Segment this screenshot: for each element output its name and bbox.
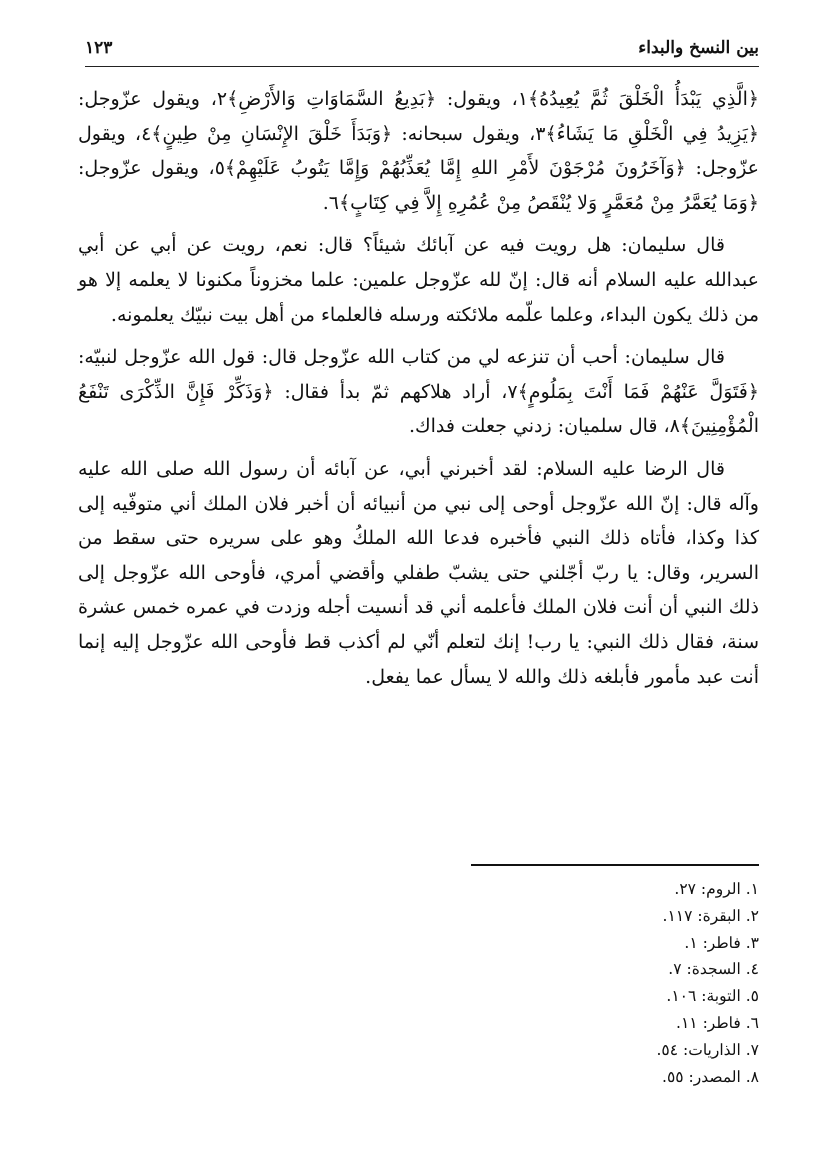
paragraph-sulayman-question: قال سليمان: هل رويت فيه عن آبائك شيئاً؟ قال: نعم، رويت عن أبي عن أبي عبدالله عليه السلام أنه قال: إنّ لله عزّوجل علمين: علما مخزوناً مكنونا لا يعلمه إلا هو من ذلك يكون البداء، وعلما علّمه ملائكته ورسله فالعلماء من أهل بيت نبيّك يعلمونه. xyxy=(78,234,759,326)
paragraph-rida-narration: قال الرضا عليه السلام: لقد أخبرني أبي، عن آبائه أن رسول الله صلى الله عليه وآله قال: إنّ الله عزّوجل أوحى إلى نبي من أنبيائه أن أخبر فلان الملك أني متوفّيه إلى كذا وكذا، فأتاه ذلك النبي فأخبره فدعا الله الملكُ وهو على سريره حتى سقط من السرير، وقال: يا ربّ أجّلني حتى يشبّ طفلي وأقضي أمري، فأوحى الله عزّوجل إلى ذلك النبي أن أنت فلان الملك فأعلمه أني قد أنسيت أجله وزدت في عمره خمس عشرة سنة، فقال ذلك النبي: يا رب! إنك لتعلم أنّي لم أكذب قط فأوحى الله عزّوجل إليه إنما أنت عبد مأمور فأبلغه ذلك والله لا يسأل عما يفعل. xyxy=(78,457,759,688)
footnote-item: ٣. فاطر: ١. xyxy=(684,933,759,952)
paragraph-sulayman-request: قال سليمان: أحب أن تنزعه لي من كتاب الله عزّوجل قال: قول الله عزّوجل لنبيّه: ﴿فَتَوَلَّ عَنْهُمْ فَمَا أَنْتَ بِمَلُومٍ﴾٧، أراد هلاكهم ثمّ بدأ فقال: ﴿وَذَكِّرْ فَإِنَّ الذِّكْرَى تَنْفَعُ الْمُؤْمِنِينَ﴾٨، قال سلميان: زدني جعلت فداك. xyxy=(78,346,759,438)
footnote-divider xyxy=(471,864,759,866)
running-title: بين النسخ والبداء xyxy=(638,38,759,58)
running-header xyxy=(85,30,759,67)
page-number: ١٢٣ xyxy=(85,38,113,58)
footnotes xyxy=(459,876,759,1090)
footnote-item: ٥. التوبة: ١٠٦. xyxy=(666,987,759,1006)
footnote-item: ٢. البقرة: ١١٧. xyxy=(662,906,759,925)
paragraph-quranic-verses: ﴿الَّذِي يَبْدَأُ الْخَلْقَ ثُمَّ يُعِيدُهُ﴾١، ويقول: ﴿بَدِيعُ السَّمَاوَاتِ وَالأَرْضِ﴾٢، ويقول عزّوجل: ﴿يَزِيدُ فِي الْخَلْقِ مَا يَشَاءُ﴾٣، ويقول سبحانه: ﴿وَبَدَأَ خَلْقَ الإِنْسَانِ مِنْ طِينٍ﴾٤، ويقول عزّوجل: ﴿وَآخَرُونَ مُرْجَوْنَ لأَمْرِ اللهِ إِمَّا يُعَذِّبُهُمْ وَإِمَّا يَتُوبُ عَلَيْهِمْ﴾٥، ويقول عزّوجل: ﴿وَمَا يُعَمَّرُ مِنْ مُعَمَّرٍ وَلا يُنْقَصُ مِنْ عُمُرِهِ إِلاَّ فِي كِتَابٍ﴾٦. xyxy=(78,88,760,214)
footnote-item: ٧. الذاريات: ٥٤. xyxy=(656,1040,759,1059)
footnote-item: ٦. فاطر: ١١. xyxy=(676,1013,759,1032)
footnote-item: ١. الروم: ٢٧. xyxy=(674,880,759,898)
footnote-item: ٨. المصدر: ٥٥. xyxy=(662,1067,759,1086)
footnote-item: ٤. السجدة: ٧. xyxy=(668,960,759,979)
main-text xyxy=(78,82,759,702)
